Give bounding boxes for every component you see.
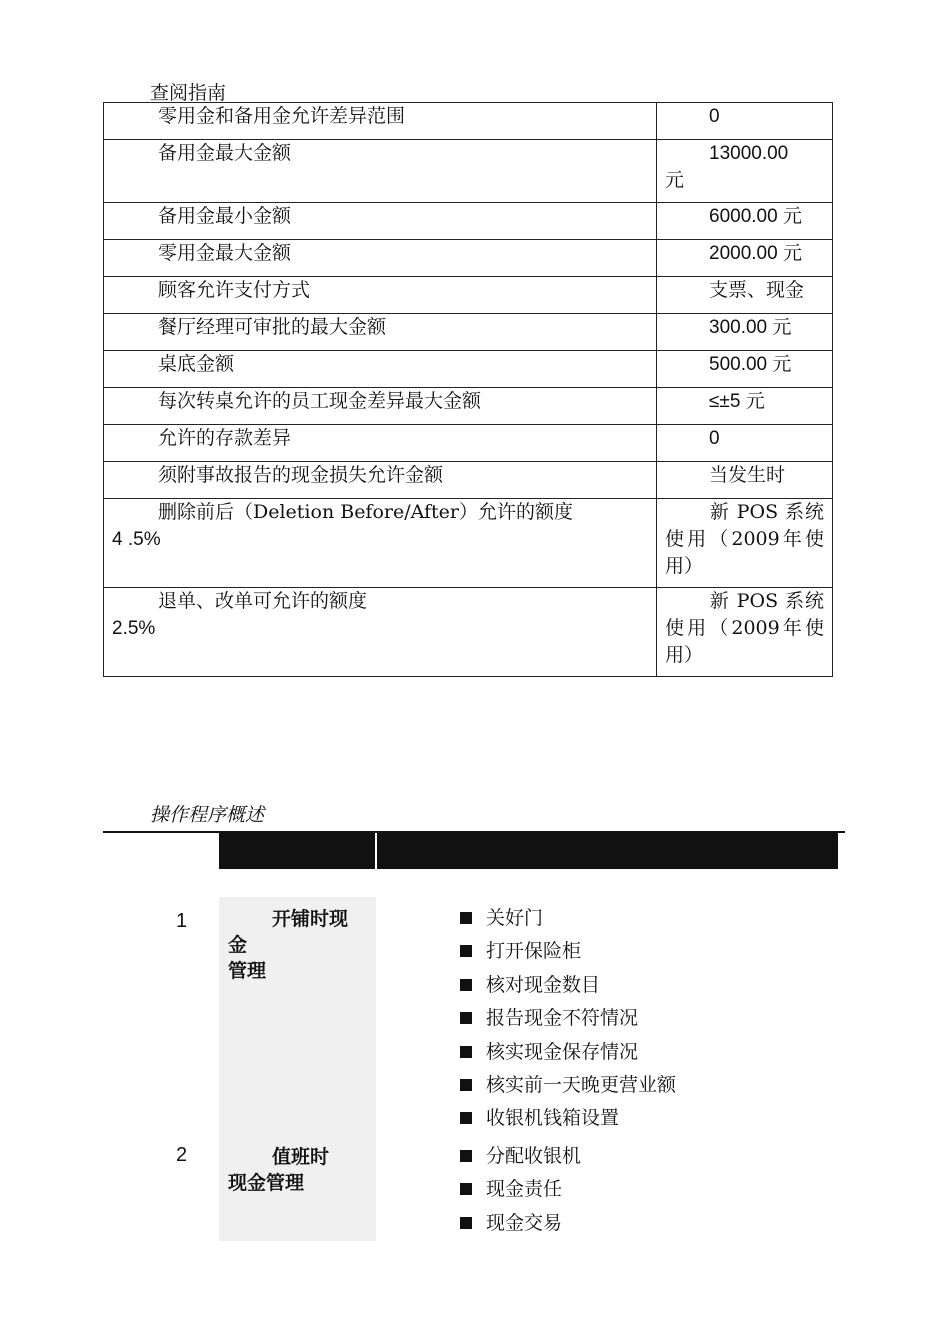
- list-item: 报告现金不符情况: [460, 1002, 676, 1035]
- row-value: 0: [657, 425, 833, 462]
- row-label: 顾客允许支付方式: [104, 277, 657, 314]
- row-label: 零用金和备用金允许差异范围: [104, 103, 657, 140]
- square-bullet-icon: [460, 1183, 472, 1195]
- row-value: 0: [657, 103, 833, 140]
- row-value: 13000.00 元: [657, 140, 833, 203]
- square-bullet-icon: [460, 1079, 472, 1091]
- row-value: 6000.00 元: [657, 203, 833, 240]
- square-bullet-icon: [460, 1150, 472, 1162]
- table-row: [104, 314, 833, 351]
- table-row: [104, 425, 833, 462]
- table-row: [104, 203, 833, 240]
- list-item: 收银机钱箱设置: [460, 1102, 676, 1135]
- square-bullet-icon: [460, 1012, 472, 1024]
- table-row: [104, 388, 833, 425]
- square-bullet-icon: [460, 1112, 472, 1124]
- row-label: 餐厅经理可审批的最大金额: [104, 314, 657, 351]
- list-item: 现金责任: [460, 1173, 581, 1206]
- square-bullet-icon: [460, 1217, 472, 1229]
- row-value: 当发生时: [657, 462, 833, 499]
- procedures-title: 操作程序概述: [150, 804, 265, 826]
- table-row: [104, 103, 833, 140]
- row-label: 备用金最小金额: [104, 203, 657, 240]
- row-value: 2000.00 元: [657, 240, 833, 277]
- table-row: [104, 240, 833, 277]
- section-steps: [460, 1140, 581, 1240]
- row-label: 允许的存款差异: [104, 425, 657, 462]
- row-label: 删除前后（Deletion Before/After）允许的额度 4 .5%: [104, 499, 657, 588]
- header-bar-right: [377, 833, 838, 869]
- page-heading: 查阅指南: [150, 82, 227, 104]
- square-bullet-icon: [460, 979, 472, 991]
- table-row: [104, 499, 833, 588]
- row-label: 须附事故报告的现金损失允许金额: [104, 462, 657, 499]
- section-number: 1: [176, 910, 188, 932]
- list-item: 核实现金保存情况: [460, 1036, 676, 1069]
- row-label: 每次转桌允许的员工现金差异最大金额: [104, 388, 657, 425]
- square-bullet-icon: [460, 1046, 472, 1058]
- table-row: [104, 140, 833, 203]
- section-number: 2: [176, 1144, 188, 1166]
- table-row: [104, 588, 833, 677]
- header-bar-left: [219, 833, 375, 869]
- row-value: 新 POS 系统使用（2009年使用）: [657, 499, 833, 588]
- square-bullet-icon: [460, 945, 472, 957]
- row-value: 300.00 元: [657, 314, 833, 351]
- row-value: 支票、现金: [657, 277, 833, 314]
- row-value: 500.00 元: [657, 351, 833, 388]
- row-label: 零用金最大金额: [104, 240, 657, 277]
- list-item: 现金交易: [460, 1207, 581, 1240]
- section-steps: [460, 902, 676, 1136]
- reference-table: [103, 102, 833, 677]
- table-row: [104, 277, 833, 314]
- list-item: 关好门: [460, 902, 676, 935]
- list-item: 核对现金数目: [460, 969, 676, 1002]
- section-name: 开铺时现 金 管理: [228, 908, 349, 982]
- row-value: 新 POS 系统使用（2009年使用）: [657, 588, 833, 677]
- section-name: 值班时 现金管理: [228, 1146, 330, 1194]
- table-row: [104, 462, 833, 499]
- square-bullet-icon: [460, 912, 472, 924]
- list-item: 核实前一天晚更营业额: [460, 1069, 676, 1102]
- row-value: ≤±5 元: [657, 388, 833, 425]
- row-label: 退单、改单可允许的额度 2.5%: [104, 588, 657, 677]
- row-label: 备用金最大金额: [104, 140, 657, 203]
- table-row: [104, 351, 833, 388]
- list-item: 分配收银机: [460, 1140, 581, 1173]
- row-label: 桌底金额: [104, 351, 657, 388]
- list-item: 打开保险柜: [460, 935, 676, 968]
